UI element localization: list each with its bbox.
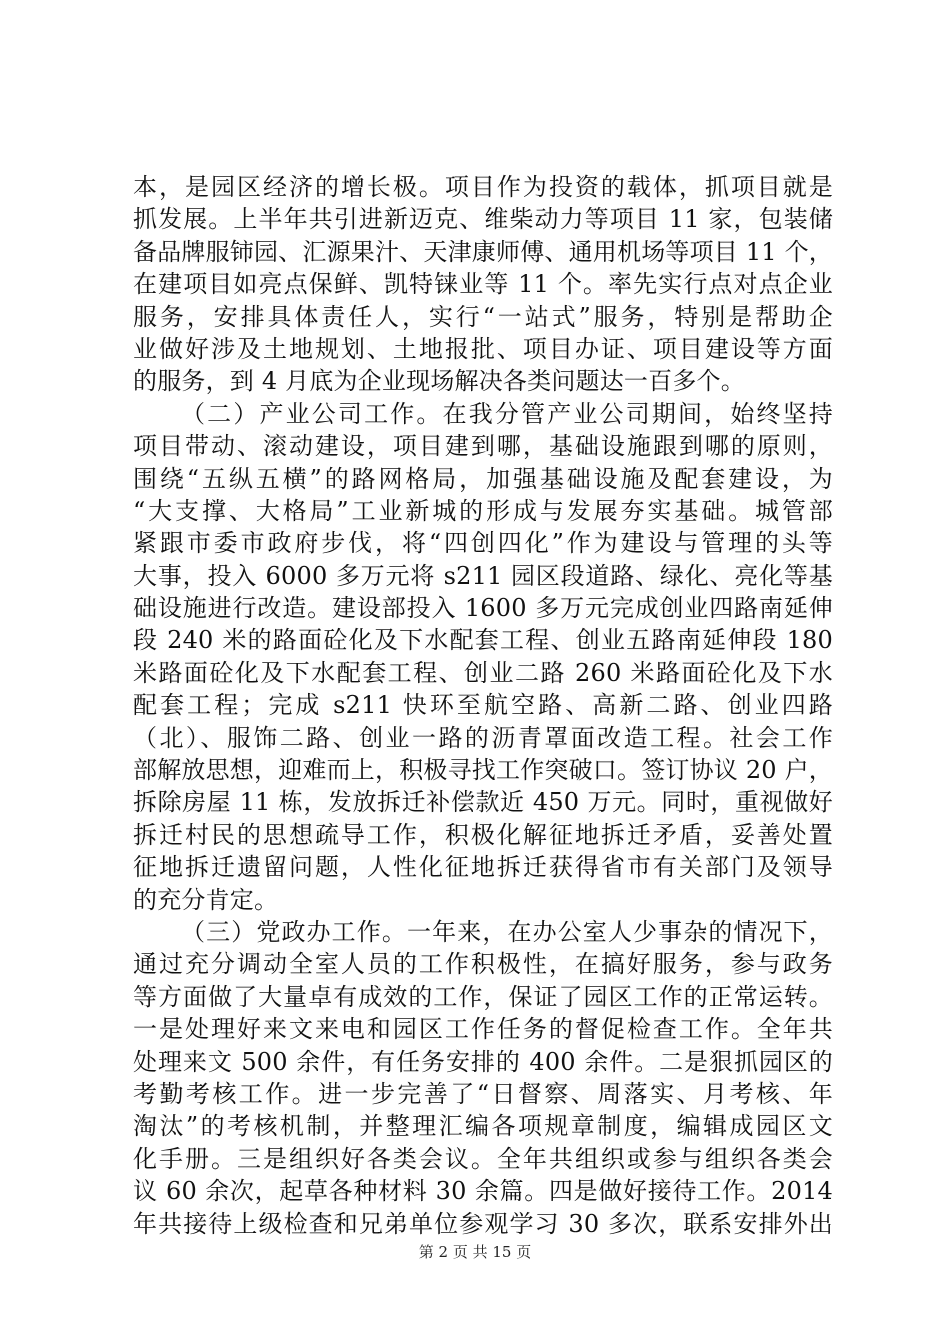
page-number-footer: 第 2 页 共 15 页 [418, 1243, 532, 1261]
text-line: 业做好涉及土地规划、土地报批、项目办证、项目建设等方面 [133, 334, 833, 363]
text-line: 础设施进行改造。建设部投入 1600 多万元完成创业四路南延伸 [133, 594, 833, 623]
text-line: 等方面做了大量卓有成效的工作，保证了园区工作的正常运转。 [133, 982, 833, 1011]
text-line: 紧跟市委市政府步伐，将“四创四化”作为建设与管理的头等 [133, 529, 833, 558]
text-line: 部解放思想，迎难而上，积极寻找工作突破口。签订协议 20 户， [133, 756, 833, 785]
text-line: （北）、服饰二路、创业一路的沥青罩面改造工程。社会工作 [133, 723, 833, 752]
text-line: 一是处理好来文来电和园区工作任务的督促检查工作。全年共 [133, 1015, 833, 1044]
text-line: 本，是园区经济的增长极。项目作为投资的载体，抓项目就是 [133, 173, 833, 201]
text-line: 的充分肯定。 [133, 885, 279, 914]
text-line: 的服务，到 4 月底为企业现场解决各类问题达一百多个。 [133, 367, 745, 396]
text-line: 化手册。三是组织好各类会议。全年共组织或参与组织各类会 [133, 1144, 833, 1173]
text-line: 议 60 余次，起草各种材料 30 余篇。四是做好接待工作。2014 [133, 1177, 833, 1206]
text-line: 淘汰”的考核机制，并整理汇编各项规章制度，编辑成园区文 [133, 1112, 833, 1141]
section-heading-line: （二）产业公司工作。在我分管产业公司期间，始终坚持 [181, 399, 833, 428]
text-line: 围绕“五纵五横”的路网格局，加强基础设施及配套建设，为 [133, 464, 833, 493]
text-line: 拆迁村民的思想疏导工作，积极化解征地拆迁矛盾，妥善处置 [133, 820, 833, 849]
section-heading-line: （三）党政办工作。一年来，在办公室人少事杂的情况下， [181, 917, 833, 946]
text-line: 抓发展。上半年共引进新迈克、维柴动力等项目 11 家，包装储 [133, 205, 833, 234]
text-line: “大支撑、大格局”工业新城的形成与发展夯实基础。城管部 [133, 496, 833, 525]
text-line: 段 240 米的路面砼化及下水配套工程、创业五路南延伸段 180 [133, 626, 833, 655]
text-line: 在建项目如亮点保鲜、凯特铼业等 11 个。率先实行点对点企业 [133, 270, 833, 299]
text-line: 考勤考核工作。进一步完善了“日督察、周落实、月考核、年 [133, 1079, 833, 1108]
text-line: 项目带动、滚动建设，项目建到哪，基础设施跟到哪的原则， [133, 432, 833, 461]
text-line: 大事，投入 6000 多万元将 s211 园区段道路、绿化、亮化等基 [133, 561, 833, 590]
text-line: 通过充分调动全室人员的工作积极性，在搞好服务，参与政务 [133, 950, 833, 979]
text-line: 处理来文 500 余件，有任务安排的 400 余件。二是狠抓园区的 [133, 1047, 833, 1076]
text-line: 备品牌服铈园、汇源果汁、天津康师傅、通用机场等项目 11 个， [133, 237, 833, 266]
text-line: 米路面砼化及下水配套工程、创业二路 260 米路面砼化及下水 [133, 658, 833, 687]
text-line: 拆除房屋 11 栋，发放拆迁补偿款近 450 万元。同时，重视做好 [133, 788, 833, 817]
text-line: 服务，安排具体责任人，实行“一站式”服务，特别是帮助企 [133, 302, 833, 331]
text-line: 配套工程；完成 s211 快环至航空路、高新二路、创业四路 [133, 691, 833, 720]
text-line: 征地拆迁遗留问题，人性化征地拆迁获得省市有关部门及领导 [133, 853, 833, 882]
text-line: 年共接待上级检查和兄弟单位参观学习 30 多次，联系安排外出 [133, 1209, 833, 1238]
document-body [133, 171, 833, 1240]
